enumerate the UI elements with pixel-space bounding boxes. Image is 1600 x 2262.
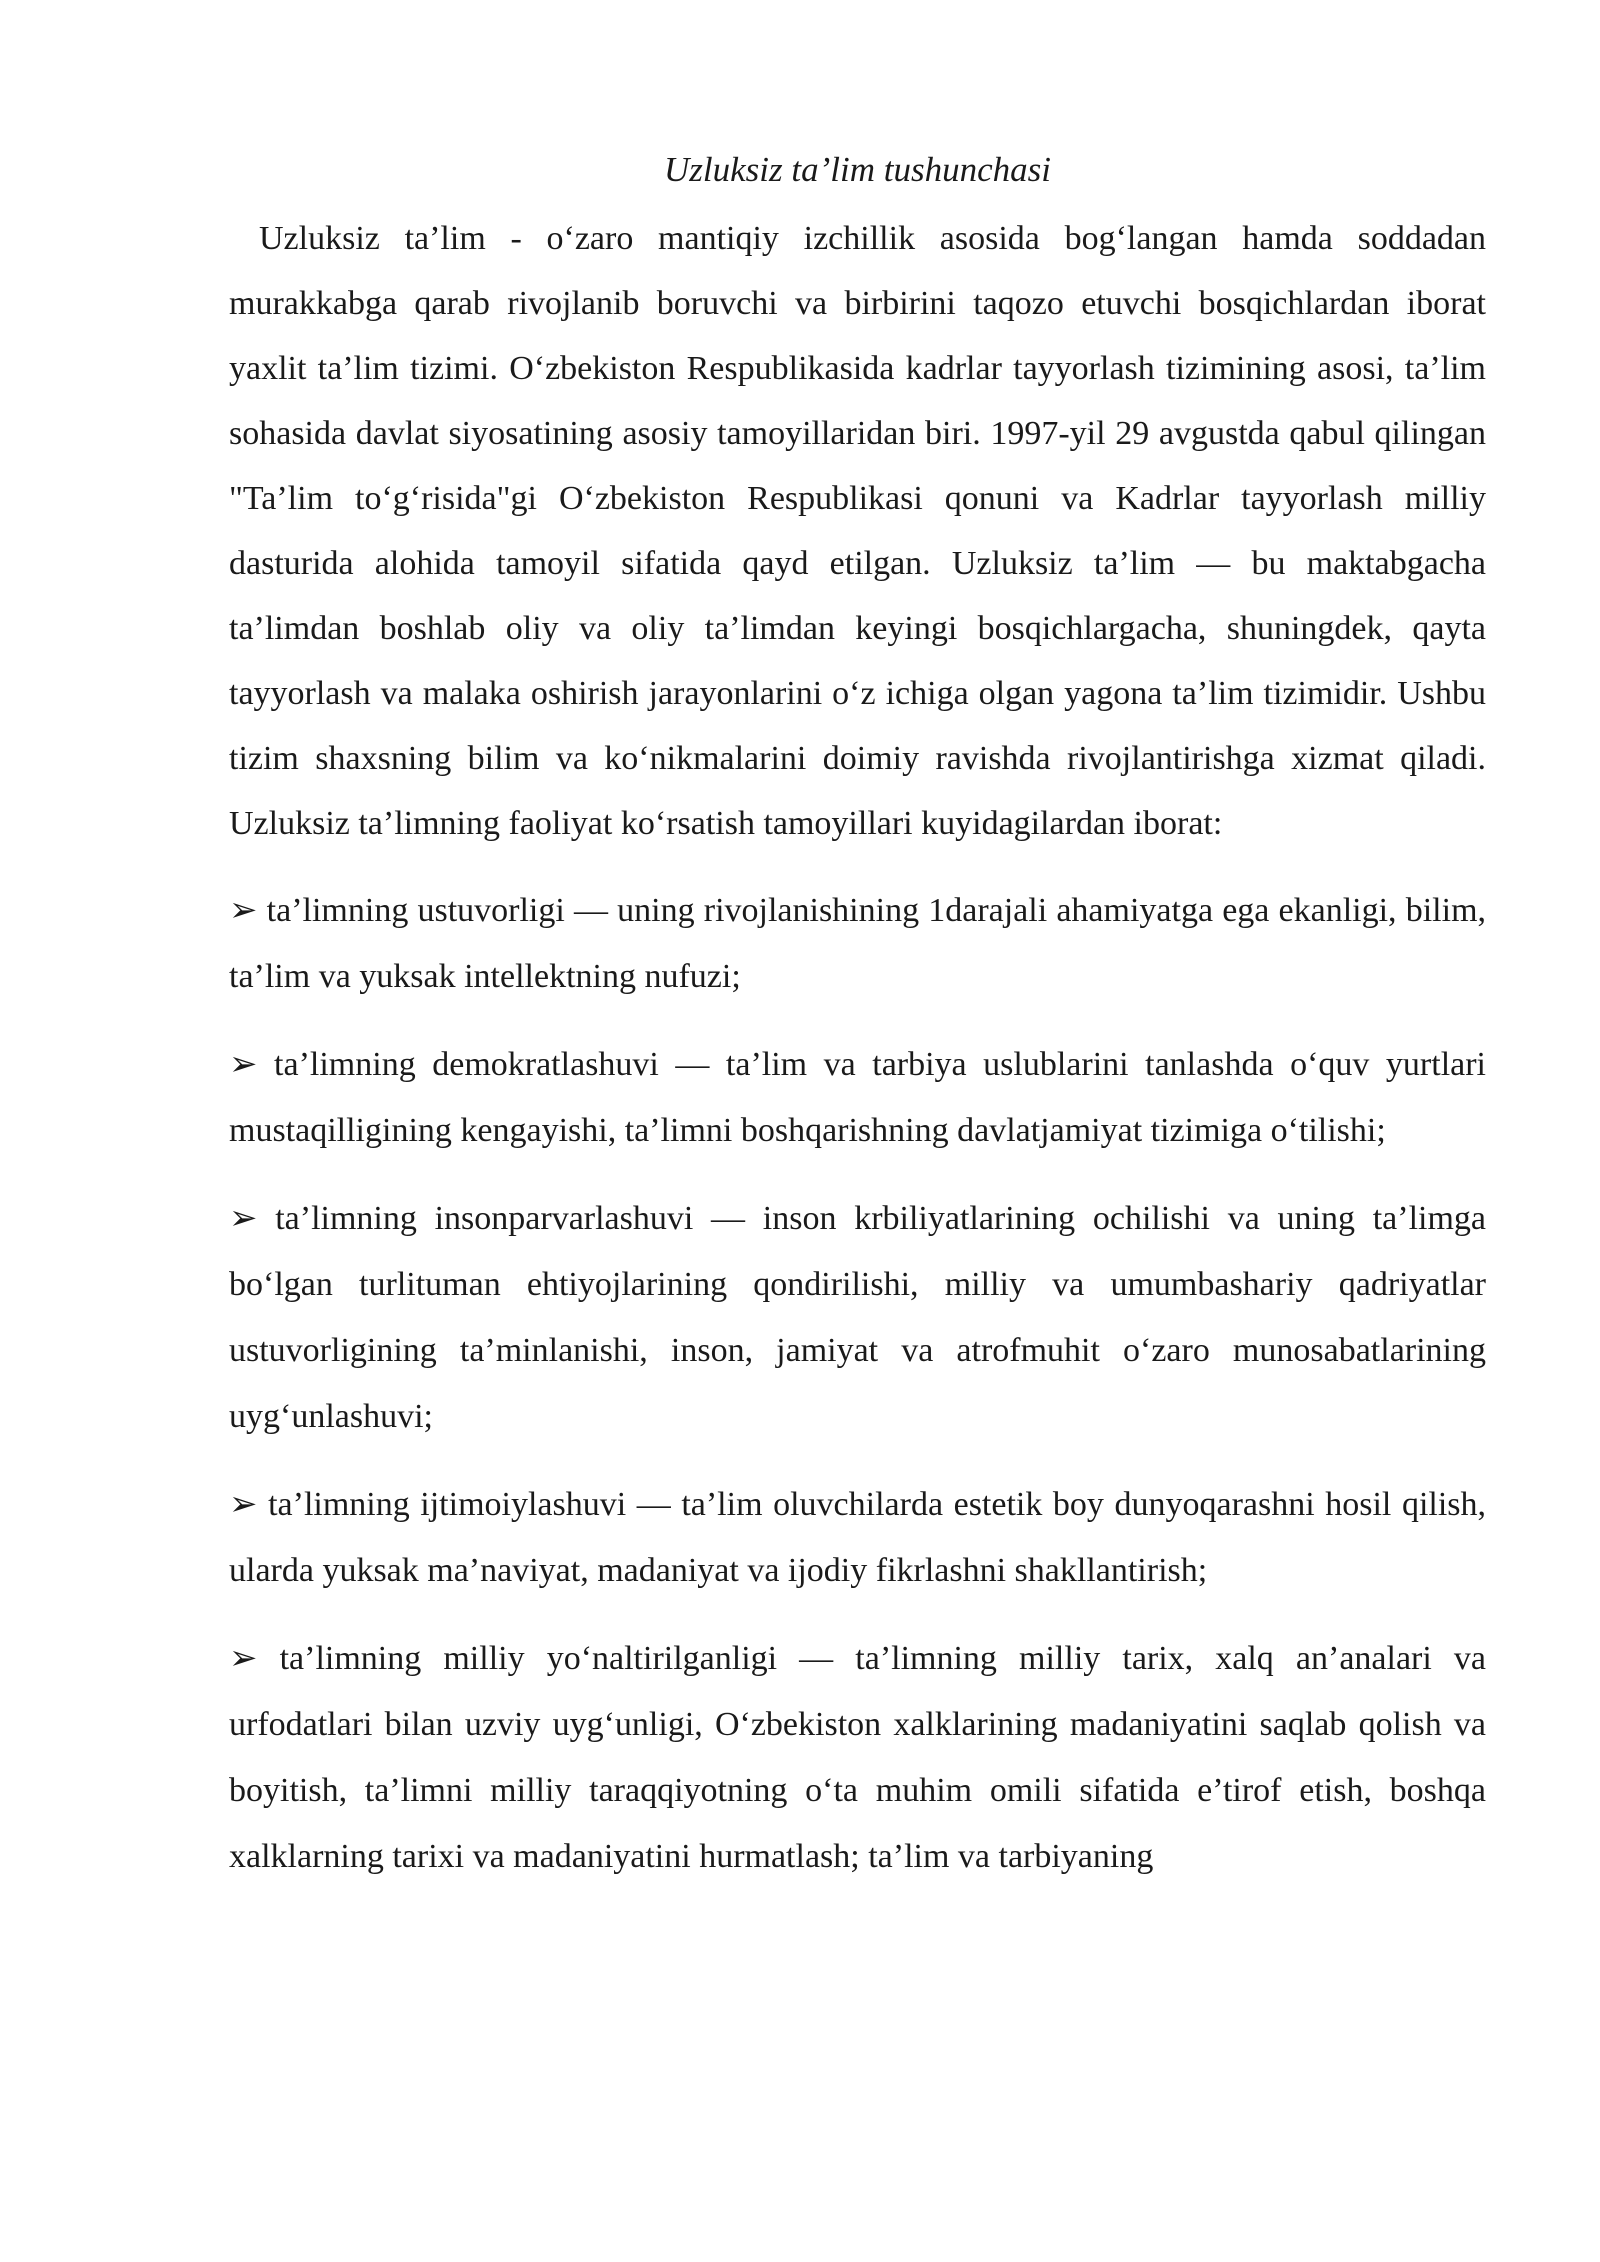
arrow-bullet-icon: ➢ — [229, 892, 258, 929]
bullet-item-2 — [229, 1032, 1486, 1164]
bullet-text: ta’limning ijtimoiylashuvi — ta’lim oluvchilarda estetik boy dunyoqarashni hosil qilish, ularda yuksak ma’naviyat, madaniyat va ijodiy fikrlashni shakllantirish; — [229, 1486, 1487, 1589]
bullet-item-3 — [229, 1186, 1486, 1450]
bullet-text: ta’limning demokratlashuvi — ta’lim va tarbiya uslublarini tanlashda o‘quv yurtlari mustaqilligining kengayishi, ta’limni boshqarishning davlatjamiyat tizimiga o‘tilishi; — [229, 1046, 1487, 1149]
document-body — [229, 146, 1486, 1890]
arrow-bullet-icon: ➢ — [229, 1486, 258, 1523]
arrow-bullet-icon: ➢ — [229, 1046, 258, 1083]
bullet-text: ta’limning insonparvarlashuvi — inson krbiliyatlarining ochilishi va uning ta’limga bo‘lgan turlituman ehtiyojlarining qondirilishi, milliy va umumbashariy qadriyatlar ustuvorligining ta’minlanishi, inson, jamiyat va atrofmuhit o‘zaro munosabatlarining uyg‘unlashuvi; — [229, 1200, 1486, 1435]
arrow-bullet-icon: ➢ — [229, 1640, 258, 1677]
arrow-bullet-icon: ➢ — [229, 1200, 258, 1237]
bullet-text: ta’limning milliy yo‘naltirilganligi — ta’limning milliy tarix, xalq an’analari va urfodatlari bilan uzviy uyg‘unligi, O‘zbekiston xalklarining madaniyatini saqlab qolish va boyitish, ta’limni milliy taraqqiyotning o‘ta muhim omili sifatida e’tirof etish, boshqa xalklarning tarixi va madaniyatini hurmatlash; ta’lim va tarbiyaning — [229, 1640, 1487, 1875]
bullet-item-5 — [229, 1626, 1486, 1890]
bullet-text: ta’limning ustuvorligi — uning rivojlanishining 1darajali ahamiyatga ega ekanligi, bilim, ta’lim va yuksak intellektning nufuzi; — [229, 892, 1487, 995]
intro-paragraph: Uzluksiz ta’lim - o‘zaro mantiqiy izchillik asosida bog‘langan hamda soddadan murakkabga qarab rivojlanib boruvchi va birbirini taqozo etuvchi bosqichlardan iborat yaxlit ta’lim tizimi. O‘zbekiston Respublikasida kadrlar tayyorlash tizimining asosi, ta’lim sohasida davlat siyosatining asosiy tamoyillaridan biri. 1997-yil 29 avgustda qabul qilingan "Ta’lim to‘g‘risida"gi O‘zbekiston Respublikasi qonuni va Kadrlar tayyorlash milliy dasturida alohida tamoyil sifatida qayd etilgan. Uzluksiz ta’lim — bu maktabgacha ta’limdan boshlab oliy va oliy ta’limdan keyingi bosqichlargacha, shuningdek, qayta tayyorlash va malaka oshirish jarayonlarini o‘z ichiga olgan yagona ta’lim tizimidir. Ushbu tizim shaxsning bilim va ko‘nikmalarini doimiy ravishda rivojlantirishga xizmat qiladi. Uzluksiz ta’limning faoliyat ko‘rsatish tamoyillari kuyidagilardan iborat: — [229, 220, 1486, 842]
document-title: Uzluksiz ta’lim tushunchasi — [664, 150, 1051, 189]
bullet-item-1 — [229, 878, 1486, 1010]
bullet-item-4 — [229, 1472, 1486, 1604]
